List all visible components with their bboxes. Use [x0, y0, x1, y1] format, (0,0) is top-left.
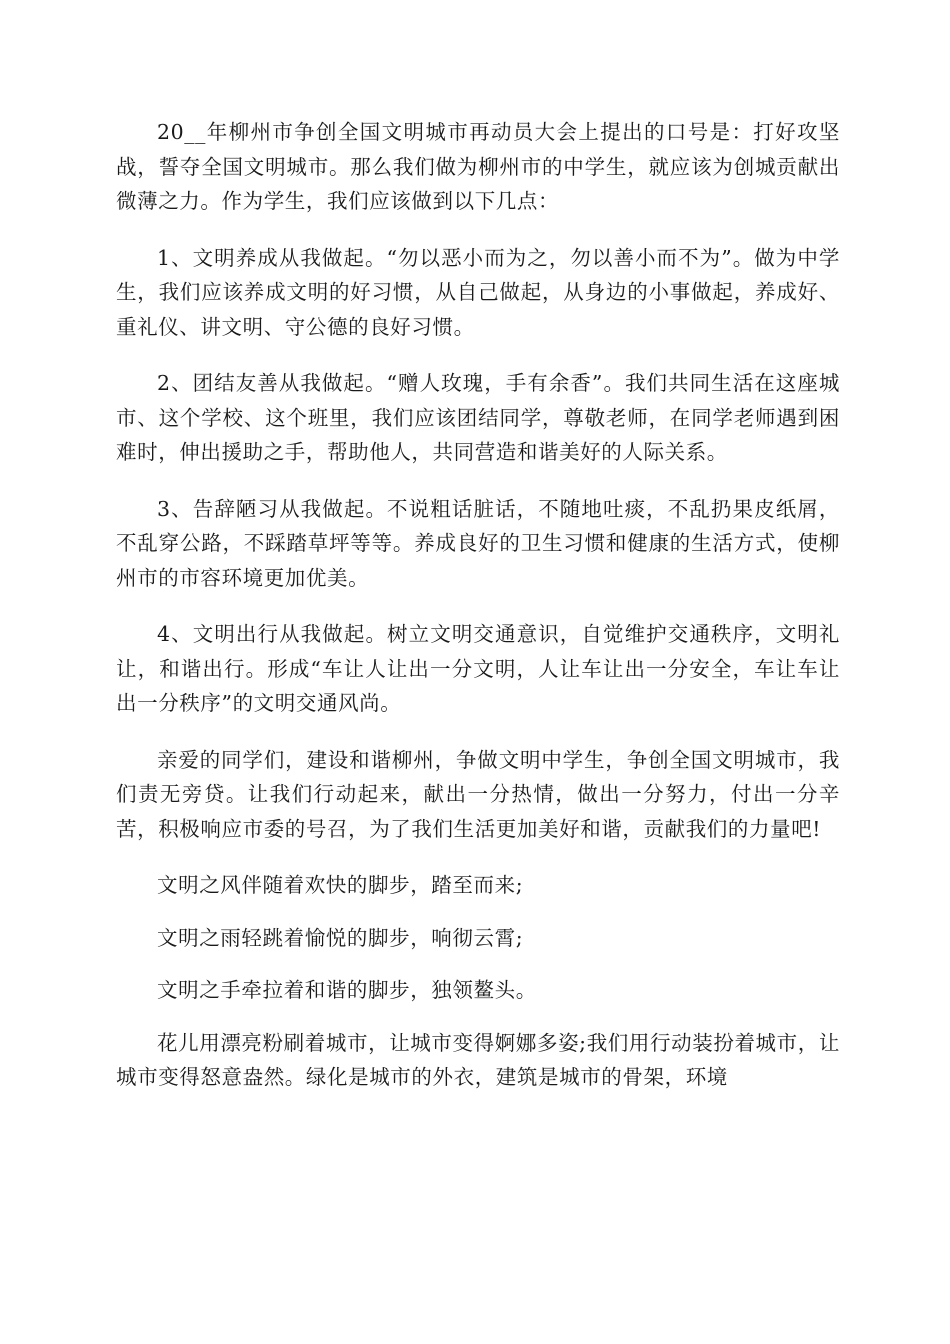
- verse-line-2: 文明之雨轻跳着愉悦的脚步，响彻云霄;: [157, 925, 524, 950]
- point-2-paragraph: 2、团结友善从我做起。“赠人玫瑰，手有余香”。我们共同生活在这座城市、这个学校、这个班里，我们应该团结同学，尊敬老师，在同学老师遇到困难时，伸出援助之手，帮助他人，共同营造和谐美好的人际关系。: [116, 371, 840, 464]
- closing-paragraph: 花儿用漂亮粉刷着城市，让城市变得婀娜多姿;我们用行动装扮着城市，让城市变得怒意盎然。绿化是城市的外衣，建筑是城市的骨架，环境: [116, 1030, 840, 1089]
- point-1-paragraph: 1、文明养成从我做起。“勿以恶小而为之，勿以善小而不为”。做为中学生，我们应该养成文明的好习惯，从自己做起，从身边的小事做起，养成好、重礼仪、讲文明、守公德的良好习惯。: [116, 245, 840, 339]
- intro-paragraph: 20__年柳州市争创全国文明城市再动员大会上提出的口号是：打好攻坚战，誓夺全国文明城市。那么我们做为柳州市的中学生，就应该为创城贡献出微薄之力。作为学生，我们应该做到以下几点：: [116, 120, 840, 213]
- point-4-paragraph: 4、文明出行从我做起。树立文明交通意识，自觉维护交通秩序，文明礼让，和谐出行。形成“车让人让出一分文明，人让车让出一分安全，车让车让出一分秩序”的文明交通风尚。: [116, 622, 840, 715]
- verse-line-3: 文明之手牵拉着和谐的脚步，独领鳌头。: [157, 978, 537, 1002]
- verse-line-1: 文明之风伴随着欢快的脚步，踏至而来;: [157, 873, 524, 897]
- appeal-paragraph: 亲爱的同学们，建设和谐柳州，争做文明中学生，争创全国文明城市，我们责无旁贷。让我们行动起来，献出一分热情，做出一分努力，付出一分辛苦，积极响应市委的号召，为了我们生活更加美好和谐，贡献我们的力量吧!: [116, 747, 840, 841]
- point-3-paragraph: 3、告辞陋习从我做起。不说粗话脏话，不随地吐痰，不乱扔果皮纸屑，不乱穿公路，不踩踏草坪等等。养成良好的卫生习惯和健康的生活方式，使柳州市的市容环境更加优美。: [116, 496, 840, 590]
